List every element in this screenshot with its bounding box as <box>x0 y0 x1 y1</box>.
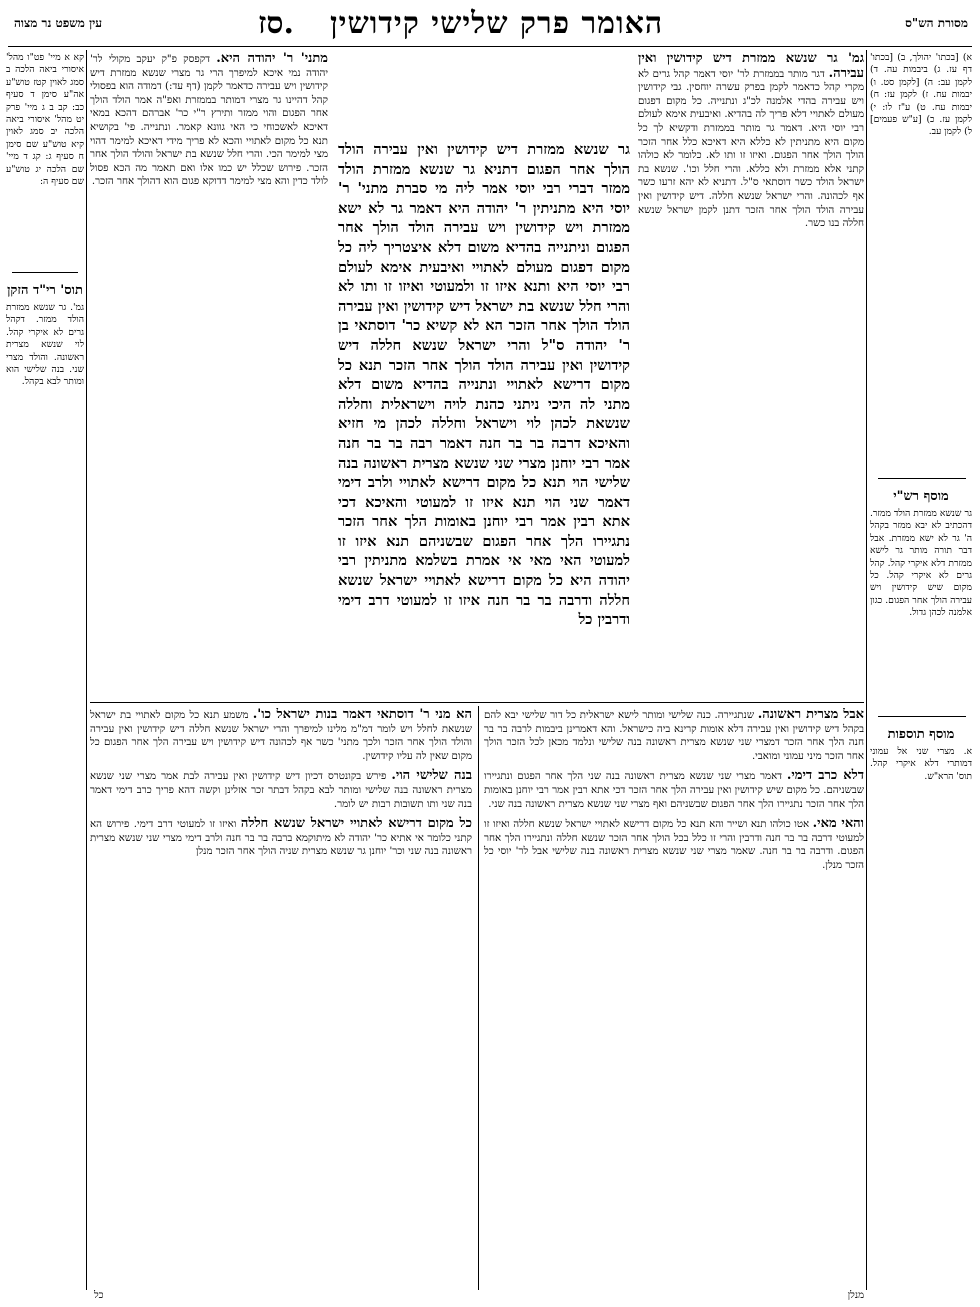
tosafot-text: דגר מותר בממזרת לר' יוסי דאמר קהל גרים לא מקרי קהל כדאמר לקמן בפרק עשרה יוחסין. גבי קידושין ויש עבירה בהדי אלמנה לכ"ג ונתנייה. כל מקום דפגום מעולם לאתויי דלא פריך לה בהדיא. ואיבעית אימא לעולם רבי יוסי היא. דאמר גר מותר בממזרת ודקשיא לך כל מקום היא מתניתין לא כללא היא דאיכא כלל אחר הזכר הולך הולך אחר הפגום. ואיזו זו ותו לא. כלומר לא כולהו קתני אלא ממזרת ולא כללא. והרי חלל וכו'. שנשא בת ישראל הולד כשר דוסתאי ס"ל. דתניא לא יהא זרעו כשר אף לכהונה. והרי ישראל שנשא חללה. דיש קידושין ואין עבירה הולד הולך אחר הזכר דתנן לקמן ישראל שנשא חללה בנו כשר. <box>638 68 864 230</box>
page-header <box>0 6 980 46</box>
lower-rashi-text-1: שנתגיירה. כנה שלישי ומותר לישא ישראלית כל דור שלישי יבא להם בקהל דיש קידושין ואין עבירה דלא אומות קרינא ביה כישראל. והא דאמרינן ביבמות לרבה בר בר חנה הלך אחר הזכר דמצרי שני שנשא מצרית ראשונה בנה שלישי ונלמד מכאן לכל הזכר הולך אחר הזכר מיני עמוני ומואבי. <box>484 710 864 762</box>
masoret-hashas-header: מסורת הש"ס <box>905 16 968 30</box>
ornament-rule <box>878 478 966 479</box>
gemara-text <box>338 140 630 696</box>
rashi-lead: מתני' ר' יהודה היא. <box>216 52 328 66</box>
tosafot-rid-heading: תוס' רי"ד הזקן <box>7 283 83 298</box>
ein-mishpat-text: קא א מיי' פט"ו מהל' איסורי ביאה הלכה ב סמג לאוין קטז טוש"ע אה"ע סימן ד סעיף כב: קב ב ג מיי' פרק יט מהל' איסורי ביאה הלכה יב סמג לאוין קיא טוש"ע שם סימן ח סעיף ג: קג ד מיי' שם הלכה יג טוש"ע שם סעיף ה: <box>6 52 84 188</box>
ornament-rule-3 <box>12 272 78 273</box>
lower-rashi <box>484 708 864 1288</box>
left-margin-divider <box>86 50 87 1290</box>
gemara-body: גר שנשא ממזרת דיש קידושין ואין עבירה הולד הולך אחר הפגום דתניא גר שנשא ממזרת הולד ממזר דברי רבי יוסי אמר ליה מי סברת מתני' ר' יוסי היא מתניתין ר' יהודה היא דאמר גר לא ישא ממזרת ויש קידושין ויש עבירה הולד הולך אחר הפגום וניתנייה בהדיא משום דלא איצטריך ליה כל מקום דפגום מעולם לאתויי ואיבעית אימא לעולם רבי יוסי היא ותנא איזו זו ולמעוטי ואיזו זו ותו לא והרי חלל שנשא בת ישראל דיש קידושין ואין עבירה הולד הולך אחר הזכר הא לא קשיא כר' דוסתאי בן ר' יהודה ס"ל והרי ישראל שנשא חללה דיש קידושין ואין עבירה הולד הולך אחר הזכר תנא כל מקום דרישא לאתויי ונתנייה בהדיא משום דלא מתני לה היכי ניתני כהנת לויה וישראלית וחללה שנשאת לכהן לוי וישראל וחללה לכהן מי חזיא והאיכא דרבה בר בר חנה דאמר רבה בר בר חנה אמר רבי יוחנן מצרי שני שנשא מצרית ראשונה בנה שלישי הוי תנא כל מקום דרישא לאתויי ולרב דימי דאמר שני הוי תנא איזו זו למעוטי והאיכא דכי אתא רבין אמר רבי יוחנן באומות הלך אחר הזכר נתגיירו הלך אחר הפגום שבשניהם תנא איזו זו למעוטי האי מאי אי אמרת בשלמא מתניתין רבי יהודה היא כל מקום דרישא לאתויי ישראל שנשא חללה ודרבה בר בר חנה איזו זו למעוטי דרב דימי ודרבין כל <box>338 141 630 629</box>
lower-section-rule <box>90 702 864 703</box>
tosafot-column <box>638 52 864 700</box>
lower-rashi-lead-2: דלא כרב דימי. <box>786 768 864 784</box>
page-title: האומר פרק שלישי קידושין <box>330 6 664 41</box>
musaf-rashi-heading: מוסף רש"י <box>893 489 949 504</box>
masoret-hashas <box>870 52 972 472</box>
musaf-rashi-text: גר שנשא ממזרת הולד ממזר. דהכתיב לא יבא ממזר בקהל ה' גר לא ישא ממזרת. אבל דבר תורה מותר גר לישא ממזרת דלא איקרי קהל. קהל גרים לא איקרי קהל. כל מקום שיש קידושין ויש עבירה הולך אחר הפגום. כגון אלמנה לכהן גדול. <box>870 508 972 619</box>
tosafot-rid <box>6 302 84 422</box>
lower-tosafot-text-1: משמע תנא כל מקום לאתויי בת ישראל שנשאת לחלל ויש לומר דמ"מ מלינו למיפרך והרי ישראל שנשא חללה דיש קידושין ואין עבירה והולד הולך אחר הזכר ולכך מתני' כשר אף לכהונה דיש קידושין ויש עבירה הלך אחר הפגום כל מקום שאין לה עליו קידושין. <box>90 710 472 762</box>
tosafot-rid-text: גמ'. גר שנשא ממזרת הולד ממזר. דקהל גרים לא איקרי קהל. לוי שנשא מצרית ראשונה. והולד מצרי שני. בנה שלישי הוא ומותר לבא בקהל. <box>6 302 84 388</box>
lower-rashi-text-3: אטו כולהו תנא ושייר והא תנא כל מקום דרישא לאתויי ישראל שנשא חללה ואיזו זו למעוטי דרבה בר בר חנה ודרבין והרי זו כלל בכל הולך אחר הזכר שנשא חללה ונתגיירו הלך אחר הפגום. ודרבה בר בר חנה. שאמר מצרי שני שנשא מצרית ראשונה בנה שלישי אבל לר' יוסי כל הזכר מנלן. <box>484 819 864 871</box>
rashi-column <box>90 52 328 700</box>
lower-tosafot <box>90 708 472 1288</box>
musaf-tosafot-text: א. מצרי שני אל עמוני דמותרי דלא איקרי קהל. תוס' הרא"ש. <box>870 746 972 782</box>
lower-rashi-lead-1: אבל מצרית ראשונה. <box>757 708 864 722</box>
catchword-left: כל <box>94 1290 104 1301</box>
ornament-rule-2 <box>878 716 966 717</box>
catchword-right: מנלן <box>847 1290 864 1301</box>
lower-rashi-lead-3: והאי מאי. <box>812 816 864 832</box>
ein-mishpat-header: עין משפט נר מצוה <box>14 16 103 30</box>
header-rule <box>8 46 972 47</box>
tosafot-lead: גמ' גר שנשא ממזרת דיש קידושין ואין עבירה. <box>638 52 864 81</box>
lower-tosafot-text-3: ואיזו זו למעוטי דרב דימי. פירוש הא קתני כלומר אי אתיא כר' יהודה לא מיתוקמא ברבה בר בר חנה ולרב דימי מצרי שני שנשא מצרית ראשונה בנה שני וכר' יוחנן גר שנשא מצרית שניה הולך אחר הזכר מנלן <box>90 819 472 858</box>
lower-rashi-text-2: דאמר מצרי שני שנשא מצרית ראשונה בנה שני הלך אחר הפגום ונתגיירו שבשניהם. כל מקום שיש קידושין ואין עבירה הלך אחר הזכר דכי אתא רבין אמר רבי יוחנן באומות הלך אחר הזכר נתגיירו הלך אחר הפגום שבשניהם ואף מצרי שני שנשא מצרית ראשונה בנה שני. <box>484 771 864 810</box>
daf-number: סז. <box>258 6 294 41</box>
ein-mishpat <box>6 52 84 267</box>
lower-tosafot-lead-2: בנה שלישי הוי. <box>391 768 472 784</box>
musaf-tosafot <box>870 746 972 806</box>
right-margin-divider <box>866 50 867 1290</box>
rashi-text: דקפסק פ"ק יעקב מקולי לר' יהודה נמי איכא למיפרך הרי גר מצרי שנשא ממזרת דיש קידושין ויש עבירה כדאמר לקמן (דף עד:) דמודה הוא בפסולי קהל דהיינו גר מצרי דמותר בממזרת ואפ"ה אמר הולד הולך אחר הפגום והוי ממזר ותירץ ר"י כר' אברהם דהכא במאי דאיכא לאשכוחי כי האי גוונא קאמר. ונתנייה. פי' בקושיא תנא כל מקום לאתויי והכא לא פריך מידי דאיכא למימר דהוי מצי למימר הכי. והרי חלל שנשא בת ישראל והולד הולך אחר הזכר. פירוש שכלל יש כמו אלו ואם תאמר מה הכא פסול לולד כדין והא מצי למימר דדוקא פגום הוא דהולך אחר הזכר. <box>90 54 328 188</box>
musaf-rashi <box>870 508 972 708</box>
lower-tosafot-text-2: פירש בקונטרס דכיון דיש קידושין ואין עבירה לבת אמר מצרי שני שנשא מצרית ראשונה בנה שלישי ומותר לבא בקהל דבתר זכר אזלינן וקשה דהא פריך כרב דימי דאמר בנה שני ותו תשובות רבות יש לומר. <box>90 771 472 810</box>
lower-tosafot-lead-1: הא מני ר' דוסתאי דאמר בנות ישראל כו'. <box>252 708 472 722</box>
musaf-tosafot-heading: מוסף תוספות <box>887 727 955 742</box>
lower-column-divider <box>478 706 479 1290</box>
masoret-text: א) [בכתו' יהולך, ב) [בכתו' דף עז. ג) ביבמות עה. ד) לקמן עב: ה) [לקמן סט. ו) יבמות עח. ז) לקמן עז: ח) יבמות עח. ט) ע"ז לו: י) לקמן עז. כ) [ע"ש פעמים] ל) לקמן עב. <box>870 52 972 138</box>
lower-tosafot-lead-3: כל מקום דרישא לאתויי ישראל שנשא חללה <box>240 816 472 832</box>
